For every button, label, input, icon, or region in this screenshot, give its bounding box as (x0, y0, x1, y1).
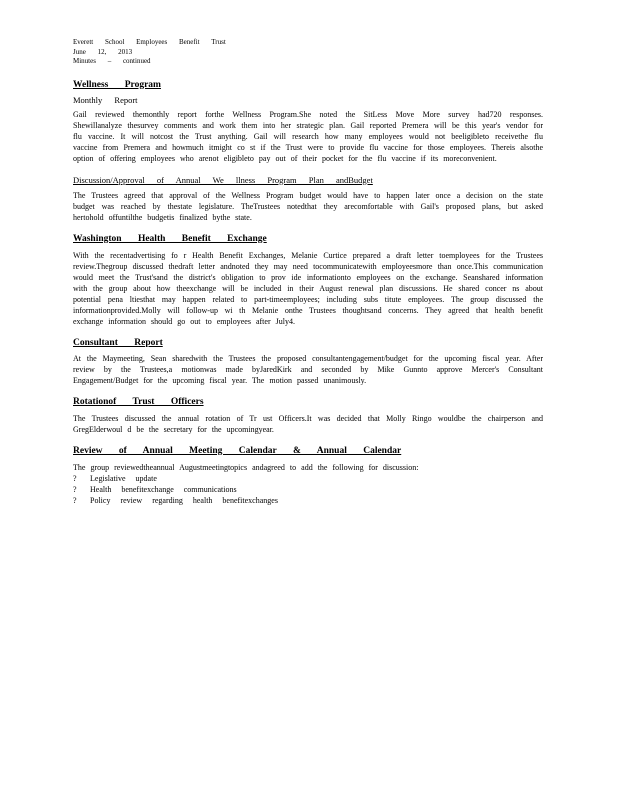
paragraph-consultant-report: At the Maymeeting, Sean sharedwith the Trustees the proposed consultantengagement/budget for the upcoming fiscal year. After review by the Trustees,a motionwas made byJaredKirk and seconded by Mike Gunnto approve Mercer's Consultant Engagement/Budget for the upcoming fiscal year. The motion passed unanimously. (73, 353, 543, 385)
section-title-rotation-officers: Rotationof Trust Officers (73, 396, 204, 407)
bullet-glyph: ? (73, 473, 77, 483)
list-item-text: Legislative update (90, 473, 157, 483)
paragraph-review-calendar: The group reviewedtheannual Augustmeetingtopics andagreed to add the following for discussion: (73, 462, 419, 472)
discussion-topics-list (73, 473, 543, 506)
section-title-discussion-approval: Discussion/Approval of Annual We llness Program Plan andBudget (73, 174, 373, 185)
paragraph-health-benefit-exchange: With the recentadvertising fo r Health Benefit Exchanges, Melanie Curtice prepared a draft letter toemployees for the Trustees review.Thegroup discussed thedraft letter andnoted they may need tocommunicatewith employeesmore than once.This communication would meet the Trust'sand the district's obligation to prov ide informationto employees on the exchange. Seanshared information with the group about how theexchange will be included in their August renewal plan discussions. He shared concer ns about potential pena ltiesthat may happen related to part-timeemployees; including subs titute employees. The group discussed the informationprovided.Molly will follow-up wi th Melanie onthe Trustees thoughtsand concerns. They agreed that health benefit exchange information should go out to employees after July4. (73, 250, 543, 326)
section-title-health-benefit-exchange: Washington Health Benefit Exchange (73, 233, 267, 244)
paragraph-rotation-officers: The Trustees discussed the annual rotation of Tr ust Officers.It was decided that Molly Ringo wouldbe the chairperson and GregElderwoul d be the secretary for the upcomingyear. (73, 413, 543, 434)
list-item (73, 484, 543, 495)
paragraph-wellness: Gail reviewed themonthly report forthe Wellness Program.She noted the SitLess Move More survey had720 responses. Shewillanalyze thesurvey comments and work them into her strategic plan. Gail reported Premera will be this year's vendor for flu vaccine. It will notcost the Trust anything. Gail will research how many employees would not beeligibleto receivethe flu vaccine from Premera and howmuch itmight co st if the Trust were to provide flu vaccine for those employees. Thereis alsothe option of offering employees who arenot eligibleto pay out of their pocket for the flu vaccine if its moreconvenient. (73, 109, 543, 163)
document-page (73, 38, 543, 506)
list-item-text: Policy review regarding health benefitexchanges (90, 495, 278, 505)
section-title-review-calendar: Review of Annual Meeting Calendar & Annual Calendar (73, 445, 402, 456)
section-subtitle-monthly-report: Monthly Report (73, 94, 138, 105)
section-title-consultant-report: Consultant Report (73, 337, 163, 348)
document-header (73, 38, 543, 67)
section-title-wellness: Wellness Program (73, 79, 161, 90)
header-organization: Everett School Employees Benefit Trust (73, 38, 226, 46)
list-item (73, 495, 543, 506)
header-date: June 12, 2013 (73, 47, 133, 56)
list-item-text: Health benefitexchange communications (90, 484, 237, 494)
bullet-glyph: ? (73, 495, 77, 505)
bullet-glyph: ? (73, 484, 77, 494)
header-continued: Minutes – continued (73, 57, 151, 65)
paragraph-discussion-approval: The Trustees agreed that approval of the Wellness Program budget would have to happen later once a decision on the state budget was reached by thestate legislature. TheTrustees notedthat they arecomfortable with Gail's proposed plans, but asked hertohold offuntilthe budgetis finalized bythe state. (73, 190, 543, 222)
list-item (73, 473, 543, 484)
